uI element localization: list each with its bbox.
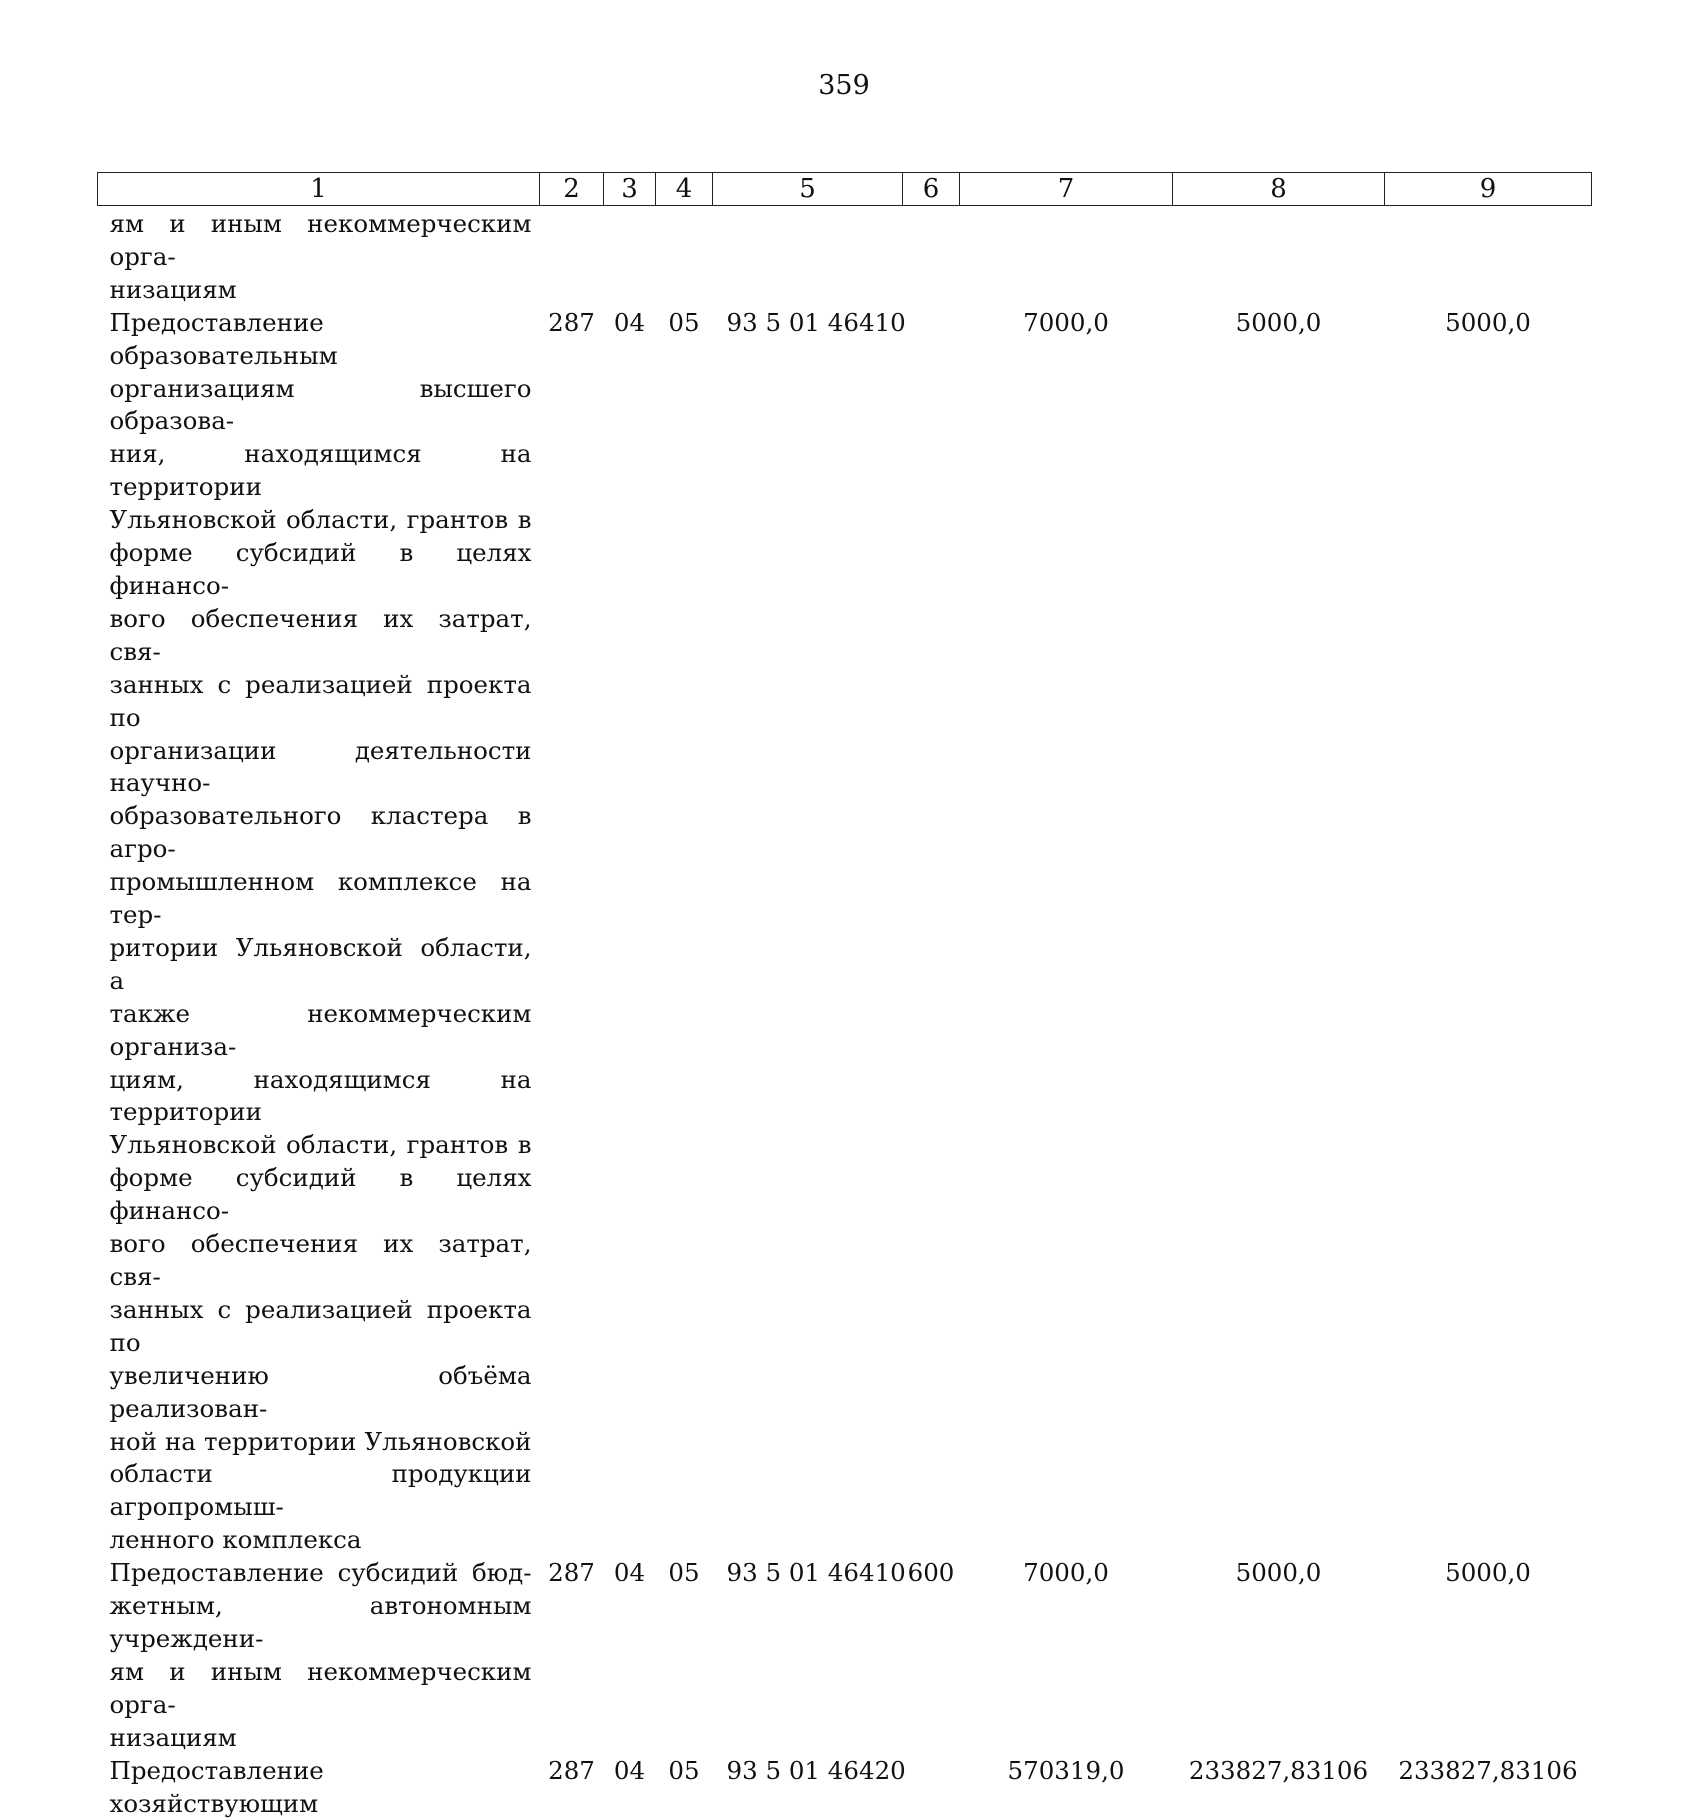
table-header: [98, 173, 1592, 206]
cell-section: [604, 206, 656, 307]
table-row: [98, 1755, 1592, 1820]
description-line: низациям: [110, 1722, 532, 1755]
cell-ministry: 287: [540, 307, 604, 1557]
header-row: [98, 173, 1592, 206]
description-line: промышленном комплексе на тер-: [110, 866, 532, 932]
cell-subsection: 05: [656, 1755, 713, 1820]
description-line: форме субсидий в целях финансо-: [110, 537, 532, 603]
row-description: [98, 1557, 540, 1754]
row-description: [98, 307, 540, 1557]
description-line: вого обеспечения их затрат, свя-: [110, 1228, 532, 1294]
description-line: ной на территории Ульяновской: [110, 1426, 532, 1459]
description-line: Предоставление субсидий бюд-: [110, 1557, 532, 1590]
header-col-2: 2: [540, 173, 604, 206]
description-line: Ульяновской области, грантов в: [110, 504, 532, 537]
header-col-9: 9: [1385, 173, 1592, 206]
header-col-8: 8: [1173, 173, 1385, 206]
description-line: ния, находящимся на территории: [110, 438, 532, 504]
description-line: ям и иным некоммерческим орга-: [110, 208, 532, 274]
cell-section: 04: [604, 1557, 656, 1754]
cell-amount-year-2: 5000,0: [1173, 307, 1385, 1557]
description-line: ям и иным некоммерческим орга-: [110, 1656, 532, 1722]
cell-target-article: 93 5 01 46410: [713, 1557, 903, 1754]
description-line: также некоммерческим организа-: [110, 998, 532, 1064]
cell-ministry: 287: [540, 1755, 604, 1820]
header-col-5: 5: [713, 173, 903, 206]
cell-target-article: 93 5 01 46410: [713, 307, 903, 1557]
description-line: жетным, автономным учреждени-: [110, 1590, 532, 1656]
cell-amount-year-3: [1385, 206, 1592, 307]
description-line: Ульяновской области, грантов в: [110, 1129, 532, 1162]
header-col-3: 3: [604, 173, 656, 206]
cell-section: 04: [604, 307, 656, 1557]
description-line: циям, находящимся на территории: [110, 1064, 532, 1130]
description-line: области продукции агропромыш-: [110, 1458, 532, 1524]
cell-subsection: 05: [656, 307, 713, 1557]
table-row: [98, 1557, 1592, 1754]
cell-expense-type: [903, 307, 960, 1557]
cell-amount-year-2: 5000,0: [1173, 1557, 1385, 1754]
description-line: образовательного кластера в агро-: [110, 800, 532, 866]
description-line: вого обеспечения их затрат, свя-: [110, 603, 532, 669]
cell-amount-year-1: 7000,0: [960, 1557, 1173, 1754]
cell-amount-year-1: 570319,0: [960, 1755, 1173, 1820]
cell-section: 04: [604, 1755, 656, 1820]
cell-amount-year-1: 7000,0: [960, 307, 1173, 1557]
description-line: низациям: [110, 274, 532, 307]
cell-amount-year-1: [960, 206, 1173, 307]
cell-amount-year-2: [1173, 206, 1385, 307]
description-line: организациям высшего образова-: [110, 373, 532, 439]
description-line: организации деятельности научно-: [110, 735, 532, 801]
description-line: увеличению объёма реализован-: [110, 1360, 532, 1426]
cell-expense-type: [903, 206, 960, 307]
cell-subsection: 05: [656, 1557, 713, 1754]
cell-amount-year-2: 233827,83106: [1173, 1755, 1385, 1820]
row-description: [98, 1755, 540, 1820]
cell-expense-type: [903, 1755, 960, 1820]
cell-ministry: 287: [540, 1557, 604, 1754]
description-line: Предоставление хозяйствующим: [110, 1755, 532, 1820]
header-col-7: 7: [960, 173, 1173, 206]
description-line: ленного комплекса: [110, 1524, 532, 1557]
cell-ministry: [540, 206, 604, 307]
cell-target-article: [713, 206, 903, 307]
cell-expense-type: 600: [903, 1557, 960, 1754]
page-number-text: 359: [818, 70, 870, 101]
description-line: занных с реализацией проекта по: [110, 669, 532, 735]
row-description: [98, 206, 540, 307]
cell-amount-year-3: 233827,83106: [1385, 1755, 1592, 1820]
page-number: [0, 70, 1698, 101]
cell-amount-year-3: 5000,0: [1385, 307, 1592, 1557]
table-row: [98, 206, 1592, 307]
description-line: форме субсидий в целях финансо-: [110, 1162, 532, 1228]
table-row: [98, 307, 1592, 1557]
description-line: Предоставление образовательным: [110, 307, 532, 373]
budget-table: [97, 172, 1592, 1820]
description-line: занных с реализацией проекта по: [110, 1294, 532, 1360]
header-col-4: 4: [656, 173, 713, 206]
description-line: ритории Ульяновской области, а: [110, 932, 532, 998]
cell-amount-year-3: 5000,0: [1385, 1557, 1592, 1754]
header-col-1: 1: [98, 173, 540, 206]
cell-target-article: 93 5 01 46420: [713, 1755, 903, 1820]
table-body: [98, 206, 1592, 1820]
cell-subsection: [656, 206, 713, 307]
header-col-6: 6: [903, 173, 960, 206]
